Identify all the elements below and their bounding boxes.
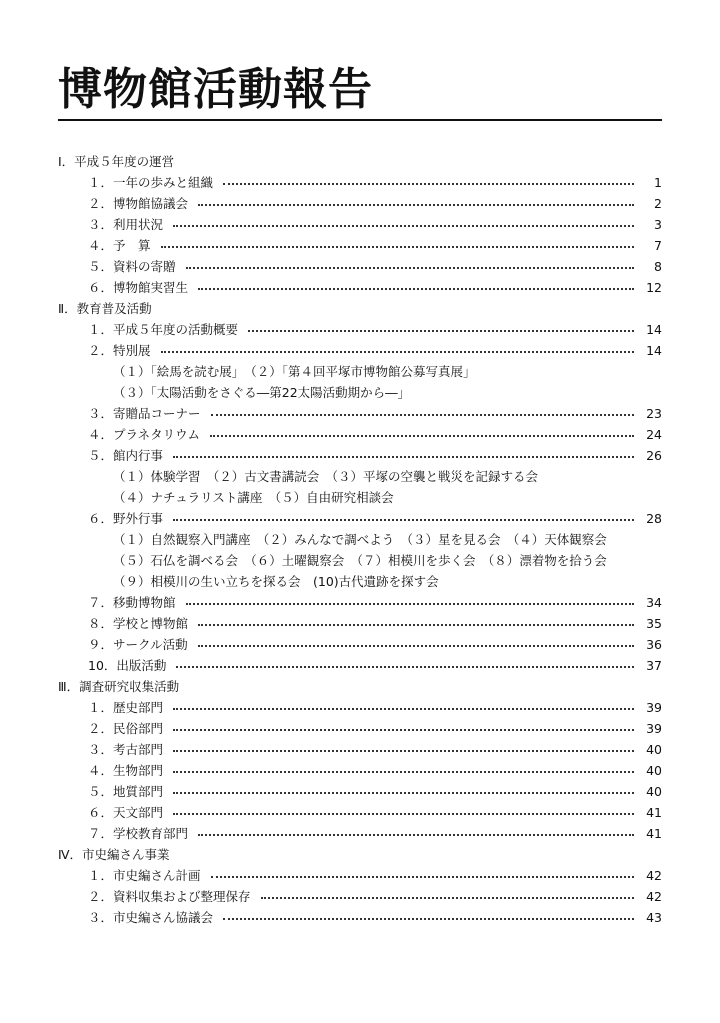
toc-entry [88,908,662,928]
toc-page-number: 40 [646,763,662,778]
toc-section-heading [58,152,662,172]
toc-entry-label: ６．野外行事 [88,511,164,526]
dot-leader [173,225,634,227]
toc-entry [88,278,662,298]
dot-leader [161,351,634,353]
toc-page-number: 2 [654,196,662,211]
toc-entry [88,446,662,466]
dot-leader [198,645,634,647]
toc-entry-label: Ⅱ．教育普及活動 [58,301,152,316]
toc-entry-label: ７．学校教育部門 [88,826,189,841]
toc-page-number: 39 [646,700,662,715]
toc-page-number: 26 [646,448,662,463]
toc-entry [88,404,662,424]
toc-page-number: 35 [646,616,662,631]
toc-entry-label: Ⅲ．調査研究収集活動 [58,679,180,694]
toc-subentry [113,467,662,487]
toc-subentry [113,530,662,550]
toc-entry-label: ５．館内行事 [88,448,164,463]
dot-leader [173,771,634,773]
toc-entry-label: Ⅰ．平成５年度の運営 [58,154,175,169]
toc-page-number: 34 [646,595,662,610]
toc-entry [88,509,662,529]
toc-entry [88,593,662,613]
toc-entry-label: １．一年の歩みと組織 [88,175,214,190]
toc-page-number: 41 [646,826,662,841]
toc-entry-label: （１）自然観察入門講座 （２）みんなで調べよう （３）星を見る会 （４）天体観察会 [113,532,607,547]
toc-entry-label: １．歴史部門 [88,700,164,715]
toc-section-heading [58,299,662,319]
toc-section-heading [58,677,662,697]
dot-leader [211,876,634,878]
toc-entry-label: ６．天文部門 [88,805,164,820]
toc-page-number: 37 [646,658,662,673]
page-title: 博物館活動報告 [58,64,373,115]
toc-entry-label: Ⅳ．市史編さん事業 [58,847,170,862]
dot-leader [173,792,634,794]
toc-entry-label: ３．利用状況 [88,217,164,232]
toc-entry-label: ６．博物館実習生 [88,280,189,295]
toc-entry-label: 10．出版活動 [88,658,167,673]
toc-section-heading [58,845,662,865]
dot-leader [261,897,634,899]
toc-page-number: 12 [646,280,662,295]
dot-leader [186,603,634,605]
toc-entry-label: １．市史編さん計画 [88,868,201,883]
toc-page-number: 41 [646,805,662,820]
toc-entry-label: ５．資料の寄贈 [88,259,176,274]
toc-entry-label: １．平成５年度の活動概要 [88,322,239,337]
toc-entry-label: ５．地質部門 [88,784,164,799]
toc-entry-label: （１）体験学習 （２）古文書講読会 （３）平塚の空襲と戦災を記録する会 [113,469,539,484]
toc-page-number: 42 [646,868,662,883]
toc-entry-label: ２．資料収集および整理保存 [88,889,251,904]
toc-entry-label: （３）「太陽活動をさぐる―第22太陽活動期から―」 [113,385,411,400]
toc-page-number: 40 [646,742,662,757]
toc-subentry [113,572,662,592]
toc-entry [88,215,662,235]
toc-subentry [113,488,662,508]
toc-entry [88,719,662,739]
toc-entry [88,341,662,361]
dot-leader [176,666,634,668]
toc-entry-label: ２．民俗部門 [88,721,164,736]
toc-page-number: 1 [654,175,662,190]
toc-page-number: 8 [654,259,662,274]
dot-leader [198,204,634,206]
toc-entry-label: ３．考古部門 [88,742,164,757]
toc-entry [88,866,662,886]
toc-entry-label: （９）相模川の生い立ちを探る会 (10)古代遺跡を探す会 [113,574,439,589]
toc-page-number: 40 [646,784,662,799]
toc-entry [88,320,662,340]
dot-leader [173,708,634,710]
dot-leader [173,729,634,731]
dot-leader [173,519,634,521]
toc-page-number: 14 [646,322,662,337]
toc-entry [88,782,662,802]
toc-entry [88,236,662,256]
toc-page-number: 3 [654,217,662,232]
toc-page-number: 7 [654,238,662,253]
toc-entry-label: ２．特別展 [88,343,151,358]
toc-page-number: 24 [646,427,662,442]
toc-entry [88,194,662,214]
dot-leader [173,456,634,458]
toc-entry [88,656,662,676]
toc-entry [88,887,662,907]
toc-page-number: 43 [646,910,662,925]
toc-entry-label: （１）「絵馬を読む展」 （２）「第４回平塚市博物館公募写真展」 [113,364,476,379]
toc-page-number: 28 [646,511,662,526]
toc-entry [88,803,662,823]
toc-page-number: 39 [646,721,662,736]
toc-entry [88,698,662,718]
toc-entry [88,635,662,655]
toc-entry [88,425,662,445]
toc-page-number: 14 [646,343,662,358]
dot-leader [198,624,634,626]
toc-entry [88,614,662,634]
toc-subentry [113,551,662,571]
toc-page-number: 23 [646,406,662,421]
toc-entry [88,761,662,781]
toc-entry-label: （４）ナチュラリスト講座 （５）自由研究相談会 [113,490,394,505]
toc-entry-label: ７．移動博物館 [88,595,176,610]
dot-leader [223,918,634,920]
toc-entry-label: ２．博物館協議会 [88,196,189,211]
dot-leader [161,246,634,248]
dot-leader [186,267,634,269]
toc-subentry [113,362,662,382]
dot-leader [198,288,634,290]
toc-entry [88,173,662,193]
toc-subentry [113,383,662,403]
toc-page-number: 42 [646,889,662,904]
toc-entry-label: ３．寄贈品コーナー [88,406,201,421]
dot-leader [211,414,634,416]
toc-entry-label: （５）石仏を調べる会 （６）土曜観察会 （７）相模川を歩く会 （８）漂着物を拾う会 [113,553,607,568]
toc-entry-label: ９．サークル活動 [88,637,188,652]
toc-entry-label: ８．学校と博物館 [88,616,189,631]
dot-leader [173,750,634,752]
dot-leader [248,330,634,332]
toc-entry-label: ４．予 算 [88,238,151,253]
toc-entry [88,824,662,844]
toc-entry [88,740,662,760]
toc-entry-label: ４．生物部門 [88,763,164,778]
dot-leader [223,183,634,185]
dot-leader [198,834,634,836]
toc-entry-label: ４．プラネタリウム [88,427,201,442]
toc-page-number: 36 [646,637,662,652]
toc-entry-label: ３．市史編さん協議会 [88,910,214,925]
dot-leader [210,435,634,437]
toc-entry [88,257,662,277]
dot-leader [173,813,634,815]
